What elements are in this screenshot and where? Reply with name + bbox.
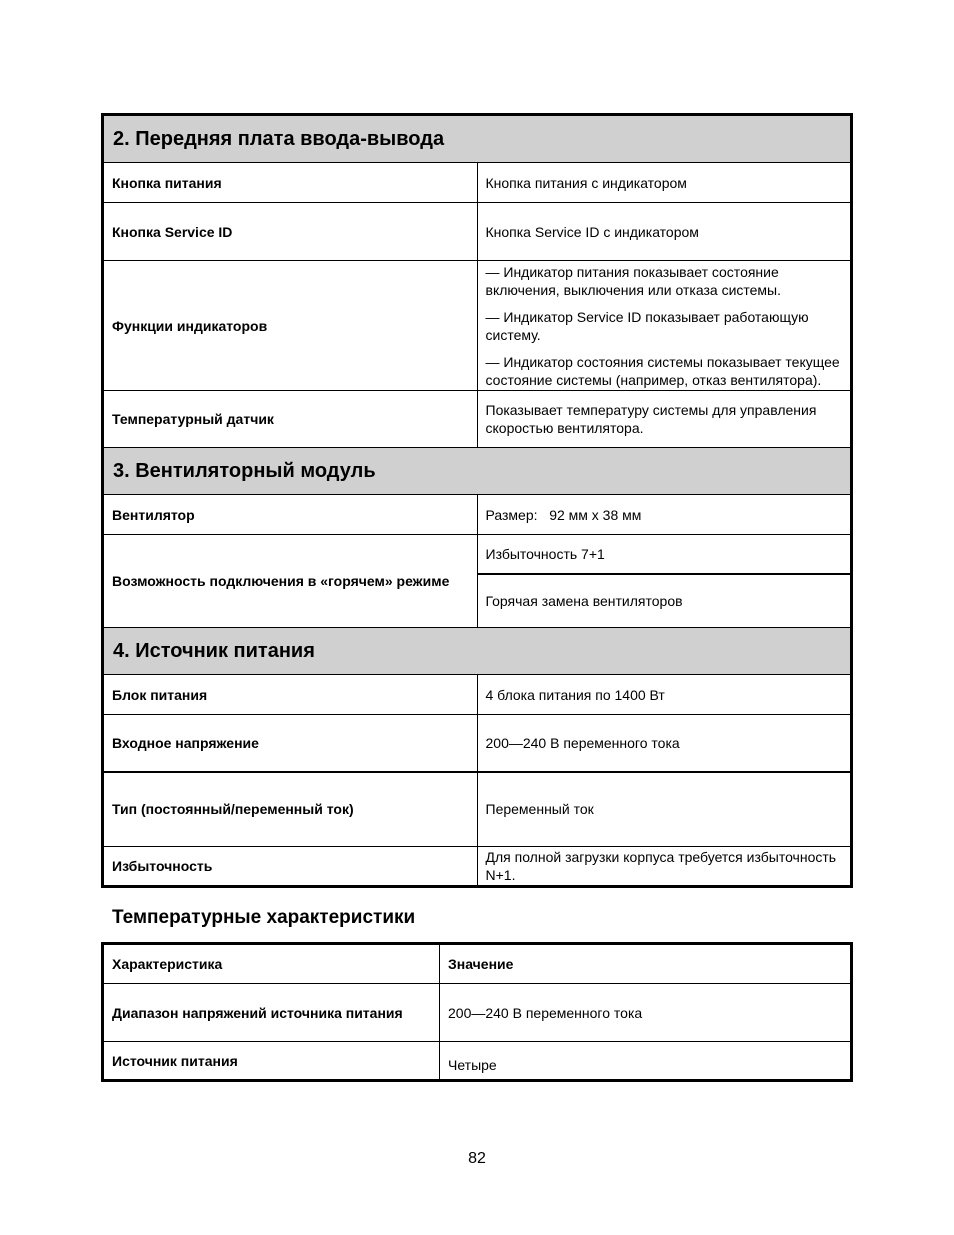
table-row xyxy=(103,772,852,847)
column-header: Значение xyxy=(440,944,852,984)
row-label: Вентилятор xyxy=(103,495,478,535)
value-text: 92 мм x 38 мм xyxy=(549,506,642,523)
table-header-row xyxy=(103,944,852,984)
indicator-description: — Индикатор состояния системы показывает текущее состояние системы (например, отказ вентилятора). xyxy=(485,353,840,388)
table-row xyxy=(103,391,852,448)
row-label: Избыточность xyxy=(103,847,478,887)
row-value: Четыре xyxy=(440,1042,852,1081)
row-value: Показывает температуру системы для управления скоростью вентилятора. xyxy=(477,391,852,448)
table-row xyxy=(103,535,852,574)
row-value: 200—240 В переменного тока xyxy=(477,715,852,772)
row-value: Избыточность 7+1 xyxy=(477,535,852,574)
row-label: Функции индикаторов xyxy=(103,261,478,391)
table-row xyxy=(103,1042,852,1081)
value-label: Размер: xyxy=(485,506,538,523)
section-header-fan-module xyxy=(103,448,852,495)
temperature-table xyxy=(101,942,853,1082)
row-label: Кнопка питания xyxy=(103,163,478,203)
section-header-power-supply xyxy=(103,628,852,675)
row-value: Кнопка питания с индикатором xyxy=(477,163,852,203)
table-row xyxy=(103,495,852,535)
row-value: Кнопка Service ID с индикатором xyxy=(477,203,852,261)
row-label: Входное напряжение xyxy=(103,715,478,772)
table-row xyxy=(103,163,852,203)
row-value: Переменный ток xyxy=(477,772,852,847)
row-label: Температурный датчик xyxy=(103,391,478,448)
row-value: 200—240 В переменного тока xyxy=(440,984,852,1042)
table-row xyxy=(103,715,852,772)
page-number: 82 xyxy=(468,1150,486,1167)
row-label: Кнопка Service ID xyxy=(103,203,478,261)
section-title: 2. Передняя плата ввода-вывода xyxy=(103,115,852,163)
row-label: Тип (постоянный/переменный ток) xyxy=(103,772,478,847)
column-header: Характеристика xyxy=(103,944,440,984)
indicator-description: — Индикатор Service ID показывает работающую систему. xyxy=(485,308,809,343)
specifications-table xyxy=(101,113,853,888)
section-header-front-io xyxy=(103,115,852,163)
section-title: 4. Источник питания xyxy=(103,628,852,675)
table-row xyxy=(103,261,852,391)
row-value: 4 блока питания по 1400 Вт xyxy=(477,675,852,715)
temperature-heading: Температурные характеристики xyxy=(112,907,416,928)
table-row xyxy=(103,984,852,1042)
section-title: 3. Вентиляторный модуль xyxy=(103,448,852,495)
row-label: Возможность подключения в «горячем» режиме xyxy=(103,535,478,628)
row-label: Блок питания xyxy=(103,675,478,715)
indicator-description: — Индикатор питания показывает состояние включения, выключения или отказа системы. xyxy=(485,263,782,298)
table-row xyxy=(103,847,852,887)
table-row xyxy=(103,675,852,715)
row-value xyxy=(477,495,852,535)
table-row xyxy=(103,203,852,261)
row-label: Источник питания xyxy=(103,1042,440,1081)
row-value xyxy=(477,261,852,391)
row-value: Горячая замена вентиляторов xyxy=(477,574,852,628)
row-value: Для полной загрузки корпуса требуется избыточность N+1. xyxy=(477,847,852,887)
row-label: Диапазон напряжений источника питания xyxy=(103,984,440,1042)
